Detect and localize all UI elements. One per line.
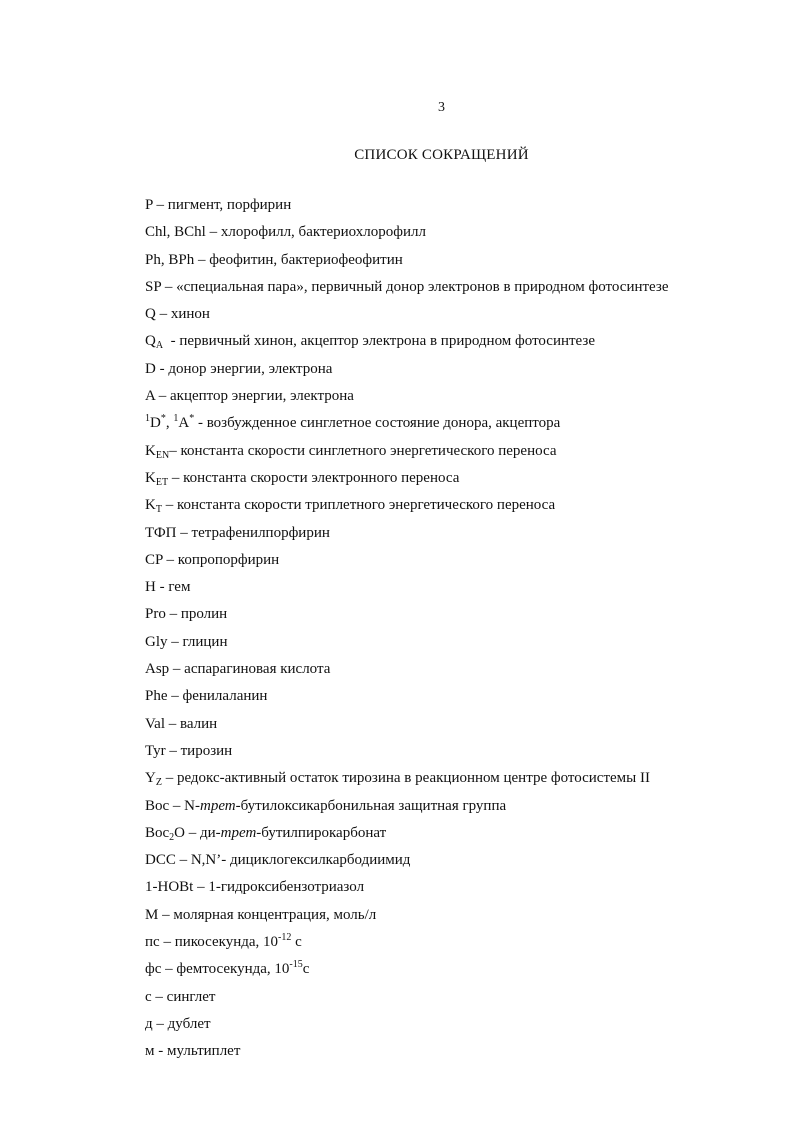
abbreviation-definition: аспарагиновая кислота [184, 661, 331, 678]
abbreviation-definition: валин [180, 715, 218, 732]
abbreviation-definition: фенилаланин [182, 688, 268, 705]
abbreviation-definition: N-трет-бутилоксикарбонильная защитная группа [184, 797, 507, 814]
abbreviation-term: Chl, BChl [145, 224, 206, 241]
abbreviation-separator: – [168, 469, 184, 486]
abbreviation-separator: – [161, 961, 177, 978]
abbreviation-term: 1-HOBt [145, 879, 194, 896]
abbreviation-term: DCC [145, 852, 176, 869]
abbreviation-separator: – [175, 852, 191, 869]
abbreviation-definition: синглет [166, 988, 216, 1005]
abbreviation-item [145, 441, 765, 468]
abbreviation-definition: ди-трет-бутилпирокарбонат [200, 824, 387, 841]
abbreviation-item [145, 604, 765, 631]
abbreviation-separator: – [169, 797, 185, 814]
abbreviation-item [145, 823, 765, 850]
abbreviation-term: $Y_Z$ [145, 770, 162, 789]
abbreviation-separator: – [161, 770, 177, 787]
abbreviation-term: Tyr [145, 742, 166, 759]
abbreviation-separator: – [165, 715, 180, 732]
abbreviation-definition: копропорфирин [177, 551, 280, 568]
abbreviation-item [145, 277, 765, 304]
abbreviation-item [145, 304, 765, 331]
abbreviation-separator: - [163, 333, 180, 350]
abbreviation-separator: – [169, 661, 185, 678]
abbreviation-item [145, 468, 765, 495]
abbreviation-term: с [145, 988, 152, 1005]
abbreviation-term: ТФП [145, 524, 177, 541]
abbreviation-term: фс [145, 961, 162, 978]
abbreviation-term: Pro [145, 606, 166, 623]
abbreviation-term: пс [145, 934, 160, 951]
abbreviation-separator: – [193, 879, 209, 896]
abbreviation-separator: – [161, 497, 177, 514]
abbreviation-item [145, 905, 765, 932]
abbreviation-definition: глицин [182, 633, 228, 650]
abbreviation-term: $Q_A$ [145, 333, 164, 352]
abbreviation-term: M [145, 906, 159, 923]
abbreviation-separator: – [155, 306, 171, 323]
abbreviation-item [145, 714, 765, 741]
abbreviation-term: $K_T$ [145, 497, 162, 516]
abbreviation-separator: – [152, 1015, 168, 1032]
abbreviation-definition: акцептор энергии, электрона [170, 388, 354, 405]
abbreviation-definition: N,N’- дициклогексилкарбодиимид [190, 852, 411, 869]
abbreviation-definition: гем [168, 579, 191, 596]
abbreviation-term: Val [145, 715, 165, 732]
abbreviation-term: Asp [145, 661, 170, 678]
abbreviation-separator: – [165, 742, 181, 759]
abbreviation-definition: дублет [167, 1015, 211, 1032]
abbreviation-definition: тетрафенилпорфирин [191, 524, 330, 541]
abbreviation-definition: пролин [180, 606, 228, 623]
abbreviation-separator: – [158, 906, 174, 923]
abbreviation-definition: возбужденное синглетное состояние донора, акцептора [206, 415, 561, 432]
abbreviation-separator: – [161, 278, 177, 295]
abbreviation-separator: – [159, 934, 175, 951]
abbreviation-item [145, 632, 765, 659]
abbreviation-definition: мультиплет [167, 1043, 241, 1060]
abbreviation-definition: константа скорости триплетного энергетического переноса [176, 497, 556, 514]
abbreviation-definition: пигмент, порфирин [167, 197, 292, 213]
abbreviation-item [145, 550, 765, 577]
abbreviation-separator: – [205, 224, 221, 241]
abbreviation-definition: «специальная пара», первичный донор электронов в природном фотосинтезе [176, 278, 669, 295]
abbreviation-definition: тирозин [180, 742, 233, 759]
abbreviation-item [145, 331, 765, 358]
abbreviation-separator: - [155, 360, 169, 377]
abbreviation-term: Q [145, 306, 156, 323]
abbreviation-separator: – [169, 442, 181, 459]
abbreviation-definition: молярная концентрация, моль/л [173, 906, 377, 923]
abbreviation-separator: - [154, 1043, 167, 1060]
abbreviation-definition: хлорофилл, бактериохлорофилл [220, 224, 427, 241]
abbreviation-term: $K_{EN}$ [145, 442, 170, 461]
abbreviation-definition: редокс-активный остаток тирозина в реакционном центре фотосистемы II [176, 770, 650, 787]
abbreviation-separator: – [162, 551, 178, 568]
abbreviation-definition: константа скорости электронного переноса [183, 469, 460, 486]
abbreviation-separator: – [155, 388, 171, 405]
abbreviation-definition: первичный хинон, акцептор электрона в природном фотосинтезе [179, 333, 595, 350]
abbreviation-item [145, 1014, 765, 1041]
abbreviation-separator: – [167, 688, 183, 705]
abbreviation-item [145, 359, 765, 386]
abbreviation-item [145, 222, 765, 249]
abbreviation-item [145, 741, 765, 768]
abbreviation-separator: – [165, 606, 181, 623]
abbreviation-term: Boc [145, 797, 170, 814]
abbreviation-separator: – [167, 633, 183, 650]
abbreviation-definition: феофитин, бактериофеофитин [209, 251, 403, 268]
abbreviation-item [145, 195, 765, 222]
abbreviation-item [145, 987, 765, 1014]
abbreviation-item [145, 659, 765, 686]
abbreviation-definition: пикосекунда, $10^{-12}$ с [174, 932, 302, 951]
abbreviation-definition: фемтосекунда, $10^{-15}с$ [176, 959, 310, 978]
abbreviation-item [145, 932, 765, 959]
abbreviation-term: Ph, BPh [145, 251, 195, 268]
abbreviation-separator: - [155, 579, 169, 596]
abbreviation-separator: – [185, 824, 201, 841]
abbreviation-term: м [145, 1043, 155, 1060]
abbreviation-term: Gly [145, 633, 168, 650]
abbreviation-item [145, 1041, 765, 1068]
abbreviation-item [145, 386, 765, 413]
abbreviation-item [145, 796, 765, 823]
abbreviation-term: Phe [145, 688, 168, 705]
abbreviation-separator: – [194, 251, 210, 268]
abbreviation-item [145, 577, 765, 604]
abbreviation-term: A [145, 388, 156, 405]
abbreviation-separator: - [194, 415, 207, 432]
abbreviation-term: H [145, 579, 156, 596]
abbreviation-definition: донор энергии, электрона [168, 360, 333, 377]
abbreviation-separator: – [151, 988, 167, 1005]
abbreviation-term: D [145, 360, 156, 377]
abbreviation-definition: хинон [170, 306, 210, 323]
abbreviation-item [145, 850, 765, 877]
abbreviation-item [145, 686, 765, 713]
abbreviation-item [145, 877, 765, 904]
abbreviation-item [145, 495, 765, 522]
abbreviation-item [145, 413, 765, 440]
abbreviation-list [145, 195, 765, 1069]
abbreviation-definition: 1-гидроксибензотриазол [208, 879, 365, 896]
abbreviation-item [145, 768, 765, 795]
abbreviation-term: $K_{ET}$ [145, 469, 169, 488]
page-number: 3 [438, 100, 445, 115]
abbreviation-definition: константа скорости синглетного энергетического переноса [180, 442, 557, 459]
abbreviation-separator: – [152, 197, 168, 213]
abbreviation-term: P [145, 197, 153, 213]
abbreviation-item [145, 959, 765, 986]
abbreviation-separator: – [176, 524, 192, 541]
abbreviation-item [145, 250, 765, 277]
abbreviation-term: д [145, 1015, 153, 1032]
abbreviation-item [145, 523, 765, 550]
abbreviation-term: SP [145, 278, 162, 295]
page-title: СПИСОК СОКРАЩЕНИЙ [354, 147, 529, 163]
abbreviation-term: CP [145, 551, 163, 568]
abbreviation-term: Boc$_2$O [145, 824, 186, 843]
abbreviation-term: $^1$D*, $^1$A* [145, 413, 195, 432]
